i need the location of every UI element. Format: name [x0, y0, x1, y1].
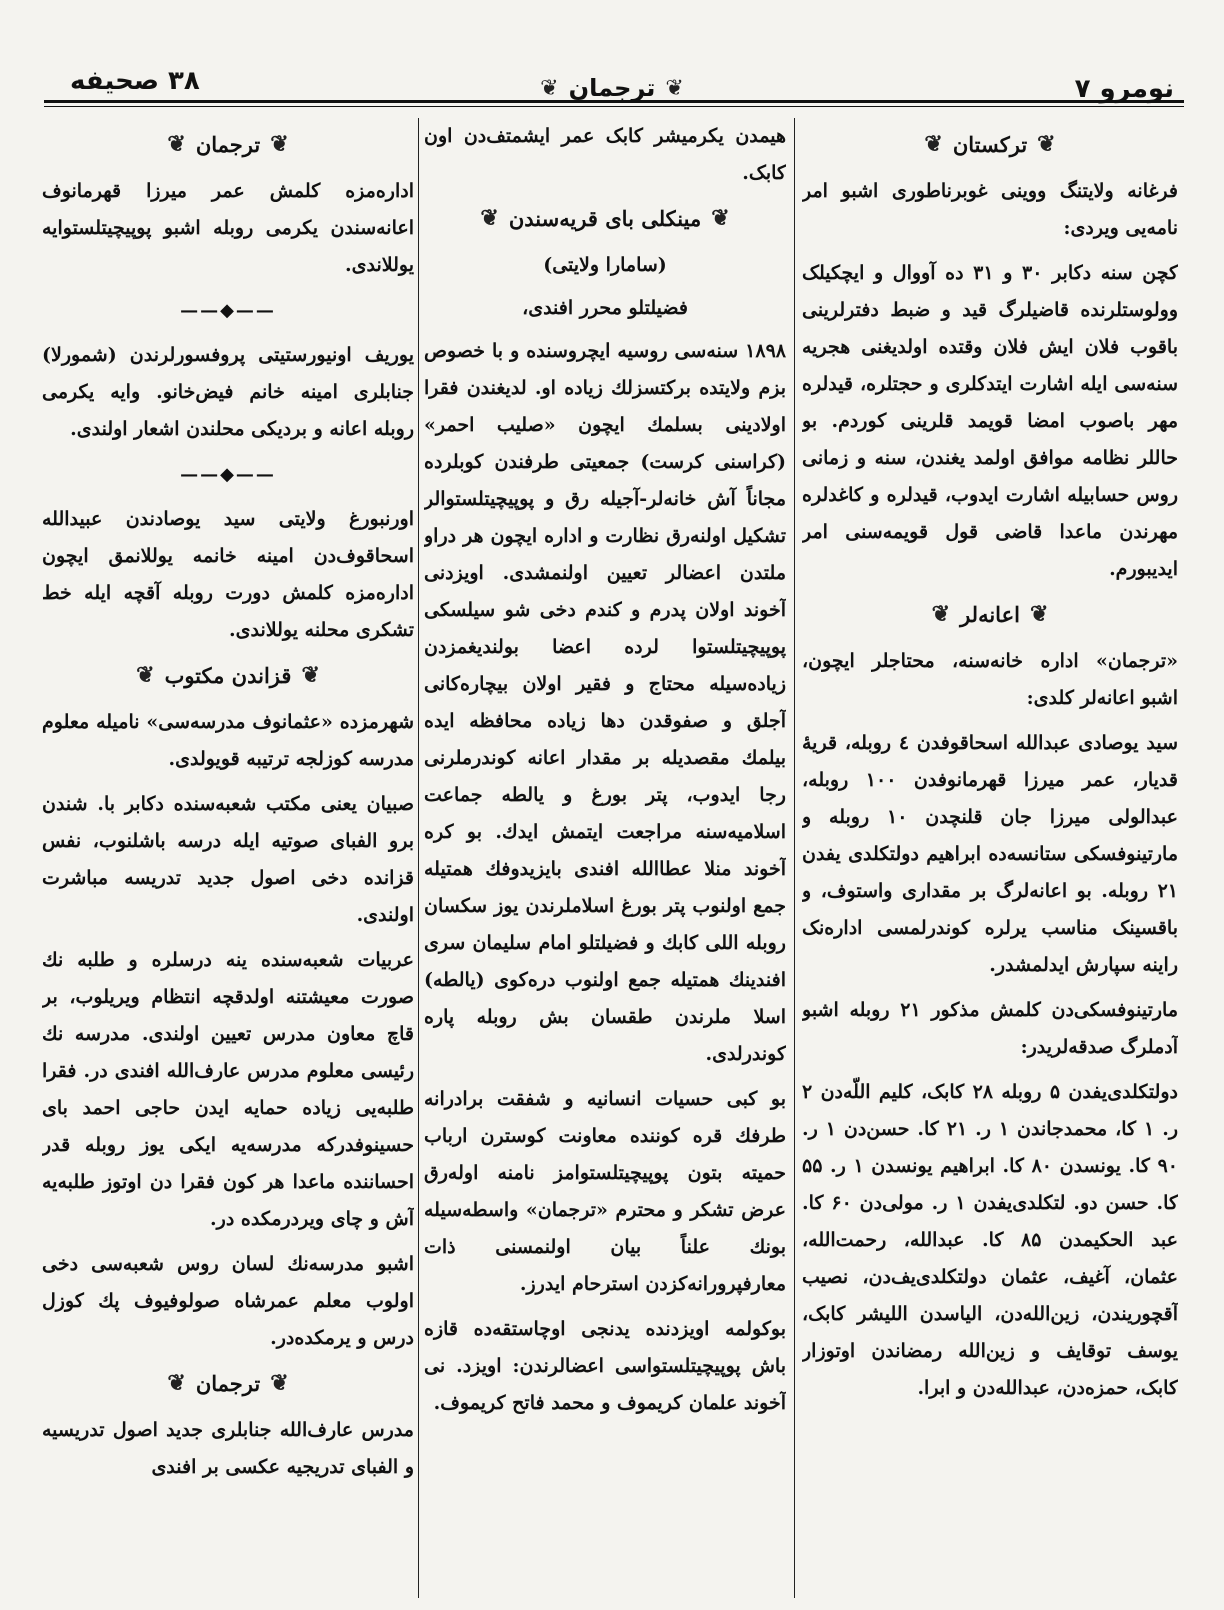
ornament-icon: ❦ — [924, 131, 943, 157]
ornament-icon: ❦ — [1037, 131, 1056, 157]
ornament-icon: ❦ — [665, 75, 684, 101]
column-middle — [424, 118, 786, 1598]
paragraph: عربیات شعبه‌سنده ینه درسلره و طلبه نك صورت معیشتنه اولدقچه انتظام ویریلوب، بر قاچ معاون مدرس تعیین اولندی. مدرسه نك رئیسی معلوم مدرس عارف‌الله افندی در. فقرا طلبه‌یی زیاده حمایه ایدن حاجی احمد بای حسینوفدرکه مدرسه‌یه ایکی یوز روبله قدر احساننده ماعدا هر کون فقرا دن اوتوز طلبه‌یه آش و چای ویردرمکده در. — [42, 949, 414, 1230]
paragraph: یوریف اونیورستیتی پروفسورلرندن (شمورلا) جنابلری امینه خانم فیض‌خانو. وایه یکرمی روبله اعانه و بردیکی محلندن اشعار اولندی. — [42, 344, 414, 440]
paragraph: شهرمزده «عثمانوف مدرسه‌سی» نامیله معلوم مدرسه کوزلجه ترتیبه قویولدی. — [42, 711, 414, 770]
masthead-title: ترجمان — [568, 74, 656, 102]
section-title-text: قزاندن مکتوب — [164, 663, 292, 688]
section-title-text: ترجمان — [195, 1371, 261, 1396]
paragraph: بوکولمه اویزدنده یدنجی اوچاستقه‌ده قازه باش پوپیچیتلستواسی اعضالرندن: اویزد. نی آخوند علمان کریموف و محمد فاتح کریموف. — [424, 1318, 786, 1414]
column-divider — [418, 118, 419, 1598]
ornament-icon: ❦ — [270, 1370, 289, 1396]
paragraph: مارتینوفسکی‌دن کلمش مذکور ۲۱ روبله اشبو آدملرگ صدقه‌لریدر: — [802, 999, 1178, 1058]
ornament-icon: ❦ — [167, 1370, 186, 1396]
paragraph: صبیان یعنی مکتب شعبه‌سنده دکابر با. شندن برو الفبای صوتیه ایله درسه باشلنوب، نفس قزانده دخی اصول جدید تدریسه مباشرت اولندی. — [42, 793, 414, 926]
section-title — [42, 1365, 414, 1402]
paragraph: اورنبورغ ولایتی سید یوصادندن عبیدالله اسحاقوف‌دن امینه خانمه یوللانمق ایچون اداره‌مزه کلمش دورت روبله آقچه ایله خط تشکری محلنه یوللاندی. — [42, 508, 414, 641]
paragraph: ۱۸۹۸ سنه‌سی روسیه ایچروسنده و با خصوص بزم ولایتده برکتسزلك زیاده او. لدیغندن فقرا اولادینی بسلمك ایچون «صلیب احمر» (کراسنی کرست) جمعیتی طرفندن کوبلرده مجاناً آش خانه‌لر-آجیله رق و پوپیچیتلستوالر تشکیل اولنه‌رق نظارت و اداره ایچون هر دراو ملتدن اعضالر تعیین اولنمشدی. اویزدنی آخوند اولان پدرم و کندم دخی شو سیلسکی پوپیچیتلستوا لرده اعضا بولندیغمزدن زیاده‌سیله محتاج و فقیر اولان بیچاره‌کانی آجلق و صفوقدن دها زیاده محافظه ایده بیلمك مقصدیله بر مقدار اعانه کوندرملرنی رجا ایدوب، پتر بورغ و یالطه جماعت اسلامیه‌سنه مراجعت ایتمش ایدك. بو کره آخوند منلا عطاالله افندی بایزیدوفك همتیله جمع اولنوب پتر بورغ اسلاملرندن یوز سکسان روبله اللی کابك و فضیلتلو امام سلیمان سری افندینك همتیله جمع اولنوب دره‌کوی (یالطه) اسلا ملرندن طقسان بش روبله پاره کوندرلدی. — [424, 340, 786, 1065]
salutation: فضیلتلو محرر افندی، — [522, 297, 688, 319]
page-number: ۳۸ صحیفه — [70, 66, 200, 96]
paragraph: اداره‌مزه کلمش عمر میرزا قهرمانوف اعانه‌سندن یکرمی روبله اشبو پوپیچیتلستوایه یوللاندی. — [42, 180, 414, 276]
section-title — [802, 596, 1178, 633]
ornament-icon: ❦ — [167, 131, 186, 157]
section-title-text: مینکلی بای قریه‌سندن — [508, 206, 702, 231]
section-title — [42, 657, 414, 694]
paragraph: فرغانه ولایتنگ ووینی غوبرناطوری اشبو امر نامه‌یی ویردی: — [802, 180, 1178, 239]
section-title-text: اعانه‌لر — [960, 602, 1020, 627]
ornament-icon: ❦ — [711, 205, 730, 231]
header-rule-thin — [44, 106, 1184, 107]
paragraph: کچن سنه دکابر ۳۰ و ۳۱ ده آووال و ایچکیلک وولوستلرنده قاضیلرگ قید و ضبط دفترلرینی باقوب فلان ایش فلان وقتده اولدیغنی هجریه سنه‌سی ایله اشارت ایتدکلری و حجتلره، قیدلره مهر باصوب امضا قویمد قلرینی کوردم. بو حاللر نظامه موافق اولمد یغندن، سنه و زمانی روس حسابیله اشارت ایدوب، قیدلره و کاغدلره مهرندن ماعدا قاضی قول قویمه‌سنی امر ایدیبورم. — [802, 262, 1178, 580]
paragraph: بو کبی حسیات انسانیه و شفقت برادرانه طرفك قره کوننده معاونت کوسترن ارباب حمیته بتون پوپیچیتلستوامز نامنه اوله‌رق عرض تشکر و محترم «ترجمان» واسطه‌سیله بونك علناً بیان اولنمسنی ذات معارفپرورانه‌کزدن استرحام ایدرز. — [424, 1088, 786, 1295]
ornament-icon: ❦ — [540, 75, 559, 101]
paragraph: هیمدن یکرمیشر کابک عمر ایشمتف‌دن اون کابک. — [424, 125, 786, 184]
section-subtitle: (سامارا ولایتی) — [543, 254, 667, 276]
page-header — [40, 50, 1184, 102]
divider-diamond-icon: ——◆—— — [180, 300, 276, 321]
issue-number: نومرو ۷ — [1074, 74, 1174, 104]
paragraph: سید یوصادی عبدالله اسحاقوفدن ٤ روبله، قریهٔ قدیار، عمر میرزا قهرمانوفدن ۱۰۰ روبله، عبدالولی میرزا جان قلنچدن ۱۰ روبله و مارتینوفسکی ستانسه‌ده ابراهیم دولتکلدی یفدن ۲۱ روبله. بو اعانه‌لرگ بر مقداری واستوف، و باقسینک مناسب یرلره کوندرلمسی اداره‌نک راینه سپارش ایدلمشدر. — [802, 732, 1178, 976]
masthead — [540, 74, 684, 102]
section-title-text: ترجمان — [195, 132, 261, 157]
paragraph: اشبو مدرسه‌نك لسان روس شعبه‌سی دخی اولوب معلم عمرشاه صولوفیوف پك کوزل درس و یرمکده‌در. — [42, 1253, 414, 1349]
ornament-icon: ❦ — [480, 205, 499, 231]
divider-diamond-icon: ——◆—— — [180, 464, 276, 485]
ornament-icon: ❦ — [931, 601, 951, 627]
ornament-icon: ❦ — [1029, 601, 1049, 627]
header-rule — [44, 100, 1184, 103]
paragraph: مدرس عارف‌الله جنابلری جدید اصول تدریسیه و الفبای تدریجیه عکسی بر افندی — [42, 1419, 414, 1478]
column-right — [802, 118, 1178, 1598]
column-left — [42, 118, 414, 1598]
paragraph: «ترجمان» اداره خانه‌سنه، محتاجلر ایچون، اشبو اعانه‌لر کلدی: — [802, 650, 1178, 709]
section-title — [802, 126, 1178, 163]
paragraph: دولتکلدی‌یفدن ۵ روبله ۲۸ کابک، کلیم اللّه‌دن ۲ ر. ۱ کا، محمدجاندن ۱ ر. ۲۱ کا. حسن‌دن ۱ ر. ۹۰ کا. یونسدن ۸۰ کا. ابراهیم یونسدن ۱ ر. ۵۵ کا. حسن دو. لتکلدی‌یفدن ۱ ر. مولی‌دن ۶۰ کا. عبد الحکیمدن ۸۵ کا. عبدالله، رحمت‌الله، عثمان، آغیف، عثمان دولتکلدی‌یف‌دن، نصیب آقچوریندن، زین‌الله‌دن، الیاسدن اللیشر کابک، یوسف توقایف و زین‌الله رمضاندن اوتوزار کابک، حمزه‌دن، عبدالله‌دن و ابرا. — [802, 1081, 1178, 1399]
ornament-icon: ❦ — [270, 131, 289, 157]
ornament-icon: ❦ — [301, 662, 320, 688]
section-title — [42, 126, 414, 163]
section-title — [424, 200, 786, 237]
ornament-icon: ❦ — [136, 662, 155, 688]
column-divider — [794, 118, 795, 1598]
section-title-text: ترکستان — [952, 132, 1028, 157]
